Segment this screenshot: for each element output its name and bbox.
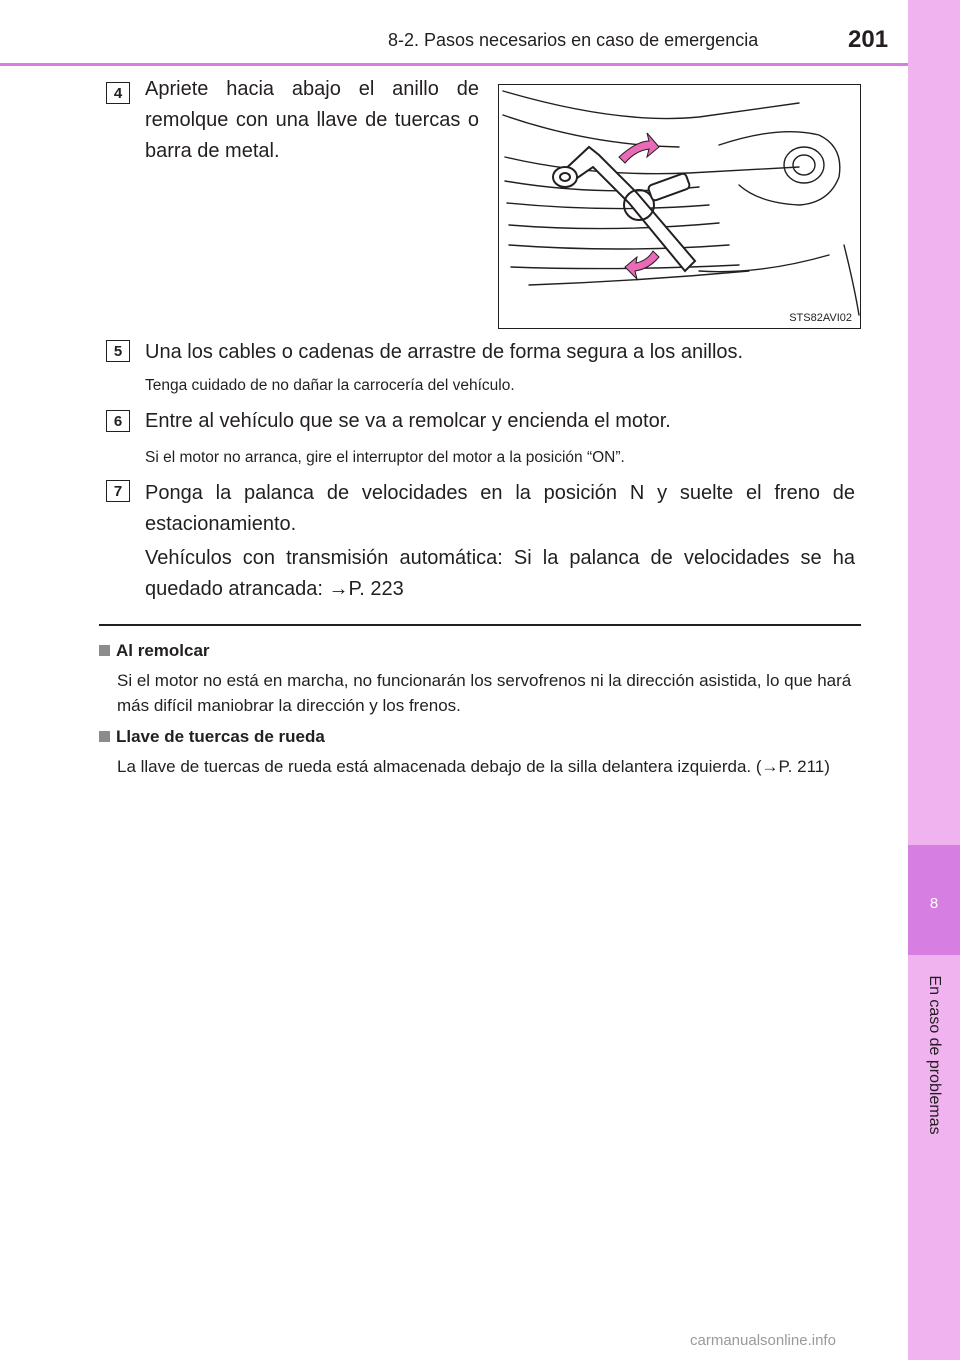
step-5-note: Tenga cuidado de no dañar la carrocería del vehículo.: [145, 377, 515, 394]
section-title: 8-2. Pasos necesarios en caso de emergencia: [388, 30, 759, 50]
towing-illustration: [498, 84, 861, 329]
chapter-sidebar: [908, 0, 960, 845]
chapter-number: 8: [929, 895, 939, 912]
info-body-towing: Si el motor no está en marcha, no funcionarán los servofrenos ni la dirección asistida, lo que hará más difícil maniobrar la dirección y los frenos.: [117, 671, 852, 715]
step-number-4: 4: [106, 82, 130, 104]
info-heading-lug-wrench: [99, 727, 325, 747]
chapter-title-container: [908, 955, 960, 1155]
info-heading-towing-text: Al remolcar: [116, 641, 210, 660]
step-number-7: 7: [106, 480, 130, 502]
illustration-code: STS82AVI02: [789, 312, 852, 324]
watermark: carmanualsonline.info: [690, 1332, 836, 1349]
step-number-5: 5: [106, 340, 130, 362]
page-number: 201: [848, 26, 889, 53]
step-4-text: Apriete hacia abajo el anillo de remolque con una llave de tuercas o barra de metal.: [145, 78, 479, 162]
info-heading-towing: [99, 641, 210, 661]
bullet-square-icon: [99, 731, 110, 742]
chapter-title: En caso de problemas: [926, 975, 943, 1135]
info-heading-lug-wrench-text: Llave de tuercas de rueda: [116, 727, 325, 746]
step-7-text: Ponga la palanca de velocidades en la posición N y suelte el freno de estacionamiento.: [145, 482, 855, 535]
towing-ring-wrench-drawing: [499, 85, 861, 329]
header-rule: [0, 63, 908, 66]
step-number-6: 6: [106, 410, 130, 432]
bullet-square-icon: [99, 645, 110, 656]
section-divider: [99, 624, 861, 626]
info-body-lug-wrench: La llave de tuercas de rueda está almacenada debajo de la silla delantera izquierda. (→P. 211): [117, 757, 830, 776]
step-5-text: Una los cables o cadenas de arrastre de forma segura a los anillos.: [145, 341, 744, 363]
step-6-text: Entre al vehículo que se va a remolcar y encienda el motor.: [145, 410, 671, 432]
chapter-tab[interactable]: [908, 845, 960, 955]
step-7-text-2: Vehículos con transmisión automática: Si la palanca de velocidades se ha quedado atrancada: →P. 223: [145, 547, 855, 600]
step-6-note: Si el motor no arranca, gire el interruptor del motor a la posición “ON”.: [145, 449, 625, 466]
